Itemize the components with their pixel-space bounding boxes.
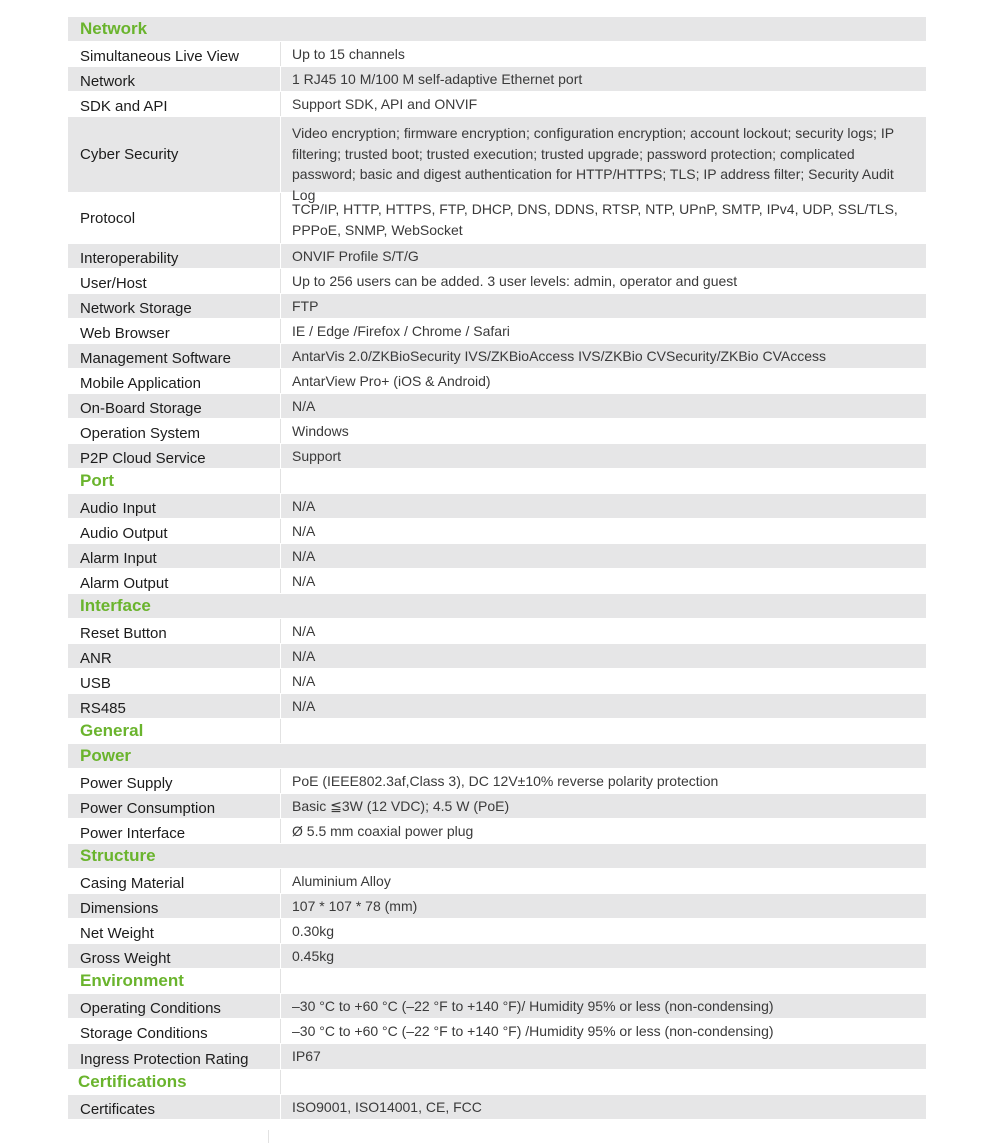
spec-label: Ingress Protection Rating (80, 1051, 249, 1068)
spec-value: 107 * 107 * 78 (mm) (292, 898, 418, 914)
spec-table (68, 17, 926, 1120)
spec-row (68, 769, 926, 794)
spec-value: ISO9001, ISO14001, CE, FCC (292, 1099, 482, 1115)
spec-row (68, 819, 926, 844)
section-title: Port (80, 471, 114, 490)
spec-row (68, 117, 926, 193)
spec-row (68, 669, 926, 694)
spec-label: User/Host (80, 275, 147, 292)
spec-value: –30 °C to +60 °C (–22 °F to +140 °F) /Humidity 95% or less (non-condensing) (292, 1023, 774, 1039)
spec-value: IE / Edge /Firefox / Chrome / Safari (292, 323, 510, 339)
spec-row (68, 644, 926, 669)
spec-row (68, 994, 926, 1019)
spec-label: SDK and API (80, 98, 168, 115)
spec-value: 0.30kg (292, 923, 335, 939)
spec-value: Video encryption; firmware encryption; configuration encryption; account lockout; security logs; IP filtering; trusted boot; trusted execution; trusted upgrade; password protection; complicated password; basic and digest authentication for HTTP/HTTPS; TLS; IP address filter; Security Audit (292, 125, 894, 182)
section-header-interface (68, 594, 926, 619)
spec-value: Aluminium Alloy (292, 873, 391, 889)
spec-label: Network (80, 73, 136, 90)
spec-row (68, 619, 926, 644)
spec-row (68, 67, 926, 92)
spec-row (68, 319, 926, 344)
spec-value: TCP/IP, HTTP, HTTPS, FTP, DHCP, DNS, DDNS, RTSP, NTP, UPnP, SMTP, IPv4, UDP, SSL/TLS, PPPoE, SNMP, WebSocket (292, 201, 898, 238)
spec-value: Support (292, 448, 342, 464)
spec-value: 0.45kg (292, 948, 335, 964)
spec-value: AntarView Pro+ (iOS & Android) (292, 373, 491, 389)
spec-label: Reset Button (80, 625, 167, 642)
spec-label: Mobile Application (80, 375, 201, 392)
spec-row (68, 894, 926, 919)
spec-label: Cyber Security (80, 146, 179, 163)
spec-row (68, 1044, 926, 1070)
spec-row (68, 444, 926, 469)
spec-row (68, 869, 926, 894)
section-header-structure (68, 844, 926, 869)
section-header-port (68, 469, 926, 494)
section-title: Certifications (78, 1072, 187, 1091)
spec-row (68, 419, 926, 444)
spec-row (68, 519, 926, 544)
spec-value: N/A (292, 398, 316, 414)
spec-label: Certificates (80, 1101, 156, 1118)
section-title: Network (80, 19, 148, 38)
spec-value: 1 RJ45 10 M/100 M self-adaptive Ethernet port (292, 71, 583, 87)
spec-row (68, 944, 926, 969)
spec-row (68, 1019, 926, 1044)
spec-label: Power Supply (80, 775, 173, 792)
spec-value: N/A (292, 523, 316, 539)
spec-value: Basic ≦3W (12 VDC); 4.5 W (PoE) (292, 798, 510, 814)
spec-label: Protocol (80, 209, 136, 227)
spec-value: –30 °C to +60 °C (–22 °F to +140 °F)/ Humidity 95% or less (non-condensing) (292, 998, 774, 1014)
spec-row (68, 494, 926, 519)
spec-label: Web Browser (80, 325, 170, 342)
spec-label: Simultaneous Live View (80, 48, 239, 65)
spec-label: USB (80, 675, 111, 692)
column-divider (268, 1130, 269, 1143)
spec-row (68, 794, 926, 819)
section-header-power (68, 744, 926, 769)
spec-label: ANR (80, 650, 112, 667)
section-title: Environment (80, 971, 184, 990)
section-header-general (68, 719, 926, 744)
spec-label: Operating Conditions (80, 1000, 221, 1017)
spec-value: N/A (292, 623, 316, 639)
spec-row (68, 269, 926, 294)
spec-value: AntarVis 2.0/ZKBioSecurity IVS/ZKBioAccess IVS/ZKBio CVSecurity/ZKBio CVAccess (292, 348, 827, 364)
spec-label: Management Software (80, 350, 231, 367)
spec-value: PoE (IEEE802.3af,Class 3), DC 12V±10% reverse polarity protection (292, 773, 719, 789)
spec-row (68, 1095, 926, 1120)
spec-label: Net Weight (80, 925, 154, 942)
spec-label: Operation System (80, 425, 201, 442)
spec-label: Dimensions (80, 900, 159, 917)
section-title: Power (80, 746, 132, 765)
spec-value: N/A (292, 573, 316, 589)
spec-label: Network Storage (80, 300, 192, 317)
section-title: Interface (80, 596, 151, 615)
spec-row (68, 42, 926, 67)
spec-label: RS485 (80, 700, 126, 717)
spec-row (68, 294, 926, 319)
spec-label: Gross Weight (80, 950, 171, 967)
spec-row (68, 369, 926, 394)
spec-label: Power Interface (80, 825, 186, 842)
spec-label: Alarm Input (80, 550, 157, 567)
spec-row (68, 694, 926, 719)
spec-label: Power Consumption (80, 800, 216, 817)
spec-label: Audio Input (80, 500, 156, 517)
spec-value: Up to 256 users can be added. 3 user levels: admin, operator and guest (292, 273, 738, 289)
spec-value: N/A (292, 498, 316, 514)
spec-row (68, 193, 926, 244)
spec-label: Interoperability (80, 250, 179, 267)
spec-value: IP67 (292, 1048, 321, 1064)
spec-value: N/A (292, 648, 316, 664)
spec-value: Up to 15 channels (292, 46, 405, 62)
section-title: Structure (80, 846, 156, 865)
spec-value: ONVIF Profile S/T/G (292, 248, 419, 264)
spec-row (68, 544, 926, 569)
spec-row (68, 919, 926, 944)
spec-label: On-Board Storage (80, 400, 202, 417)
section-header-network (68, 17, 926, 42)
spec-value: Windows (292, 423, 349, 439)
spec-value: Ø 5.5 mm coaxial power plug (292, 823, 474, 839)
spec-row (68, 244, 926, 269)
spec-value: Support SDK, API and ONVIF (292, 96, 478, 112)
spec-value: FTP (292, 298, 319, 314)
spec-label: Casing Material (80, 875, 185, 892)
spec-value: N/A (292, 698, 316, 714)
spec-label: Audio Output (80, 525, 168, 542)
spec-row (68, 92, 926, 117)
spec-label: Storage Conditions (80, 1025, 208, 1042)
spec-row (68, 569, 926, 594)
spec-label: Alarm Output (80, 575, 169, 592)
spec-value: N/A (292, 673, 316, 689)
section-header-certifications (68, 1070, 926, 1095)
spec-label: P2P Cloud Service (80, 450, 206, 467)
spec-row (68, 344, 926, 369)
section-title: General (80, 721, 144, 740)
section-header-environment (68, 969, 926, 994)
spec-value: N/A (292, 548, 316, 564)
spec-row (68, 394, 926, 419)
